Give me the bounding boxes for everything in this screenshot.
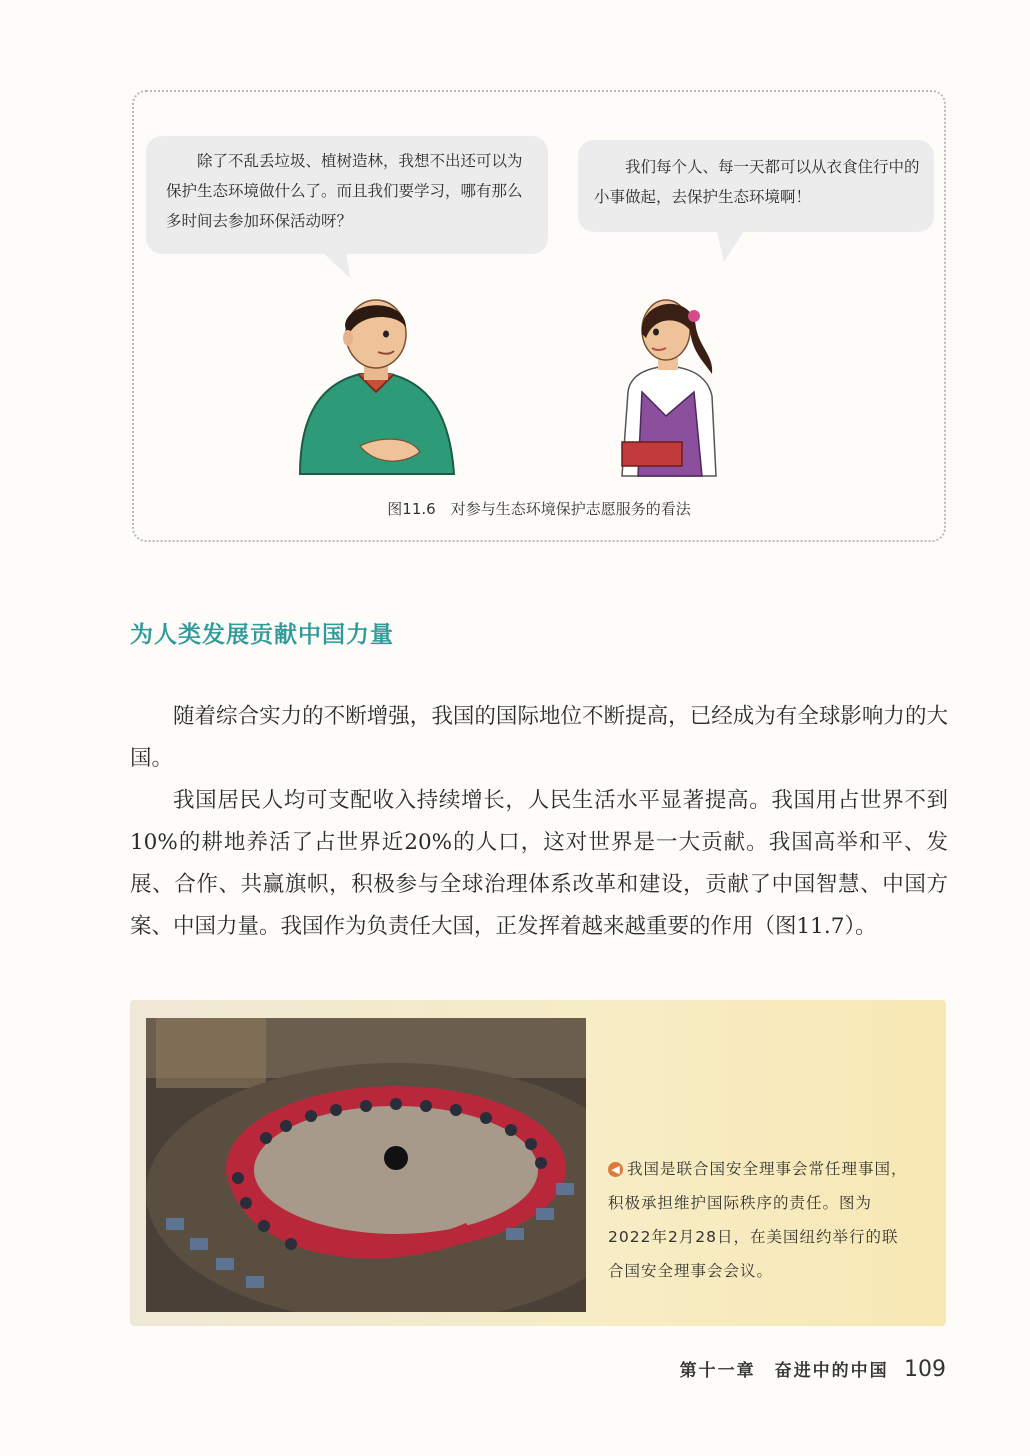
section-heading: 为人类发展贡献中国力量 — [130, 622, 394, 648]
girl-illustration — [608, 292, 728, 478]
body-paragraphs — [130, 696, 948, 948]
speech-bubble-boy — [146, 136, 548, 254]
figure-11-7-caption — [608, 1152, 914, 1288]
figure-11-6-caption: 图11.6 对参与生态环境保护志愿服务的看法 — [387, 500, 691, 518]
body-paragraph-2: 我国居民人均可支配收入持续增长，人民生活水平显著提高。我国用占世界不到10%的耕地养活了占世界近20%的人口，这对世界是一大贡献。我国高举和平、发展、合作、共赢旗帜，积极参与全球治理体系改革和建设，贡献了中国智慧、中国方案、中国力量。我国作为负责任大国，正发挥着越来越重要的作用（图11.7）。 — [130, 788, 948, 939]
speech-text-girl: 我们每个人、每一天都可以从衣食住行中的小事做起，去保护生态环境啊！ — [594, 158, 920, 206]
figure-11-7-caption-text: 我国是联合国安全理事会常任理事国，积极承担维护国际秩序的责任。图为2022年2月28日，在美国纽约举行的联合国安全理事会会议。 — [608, 1160, 908, 1280]
page-number: 109 — [904, 1357, 946, 1382]
page-footer — [680, 1356, 946, 1382]
chapter-title: 第十一章 奋进中的中国 — [679, 1361, 889, 1381]
speech-tail-right — [712, 228, 752, 264]
un-security-council-photo — [146, 1018, 586, 1312]
speech-text-boy: 除了不乱丢垃圾、植树造林，我想不出还可以为保护生态环境做什么了。而且我们要学习，哪有那么多时间去参加环保活动呀？ — [166, 152, 523, 230]
body-paragraph-1: 随着综合实力的不断增强，我国的国际地位不断提高，已经成为有全球影响力的大国。 — [130, 704, 948, 771]
boy-illustration — [290, 296, 460, 476]
speech-bubble-girl — [578, 140, 934, 232]
arrow-bullet-icon: ◀ — [608, 1162, 623, 1177]
speech-tail-left — [316, 250, 356, 280]
